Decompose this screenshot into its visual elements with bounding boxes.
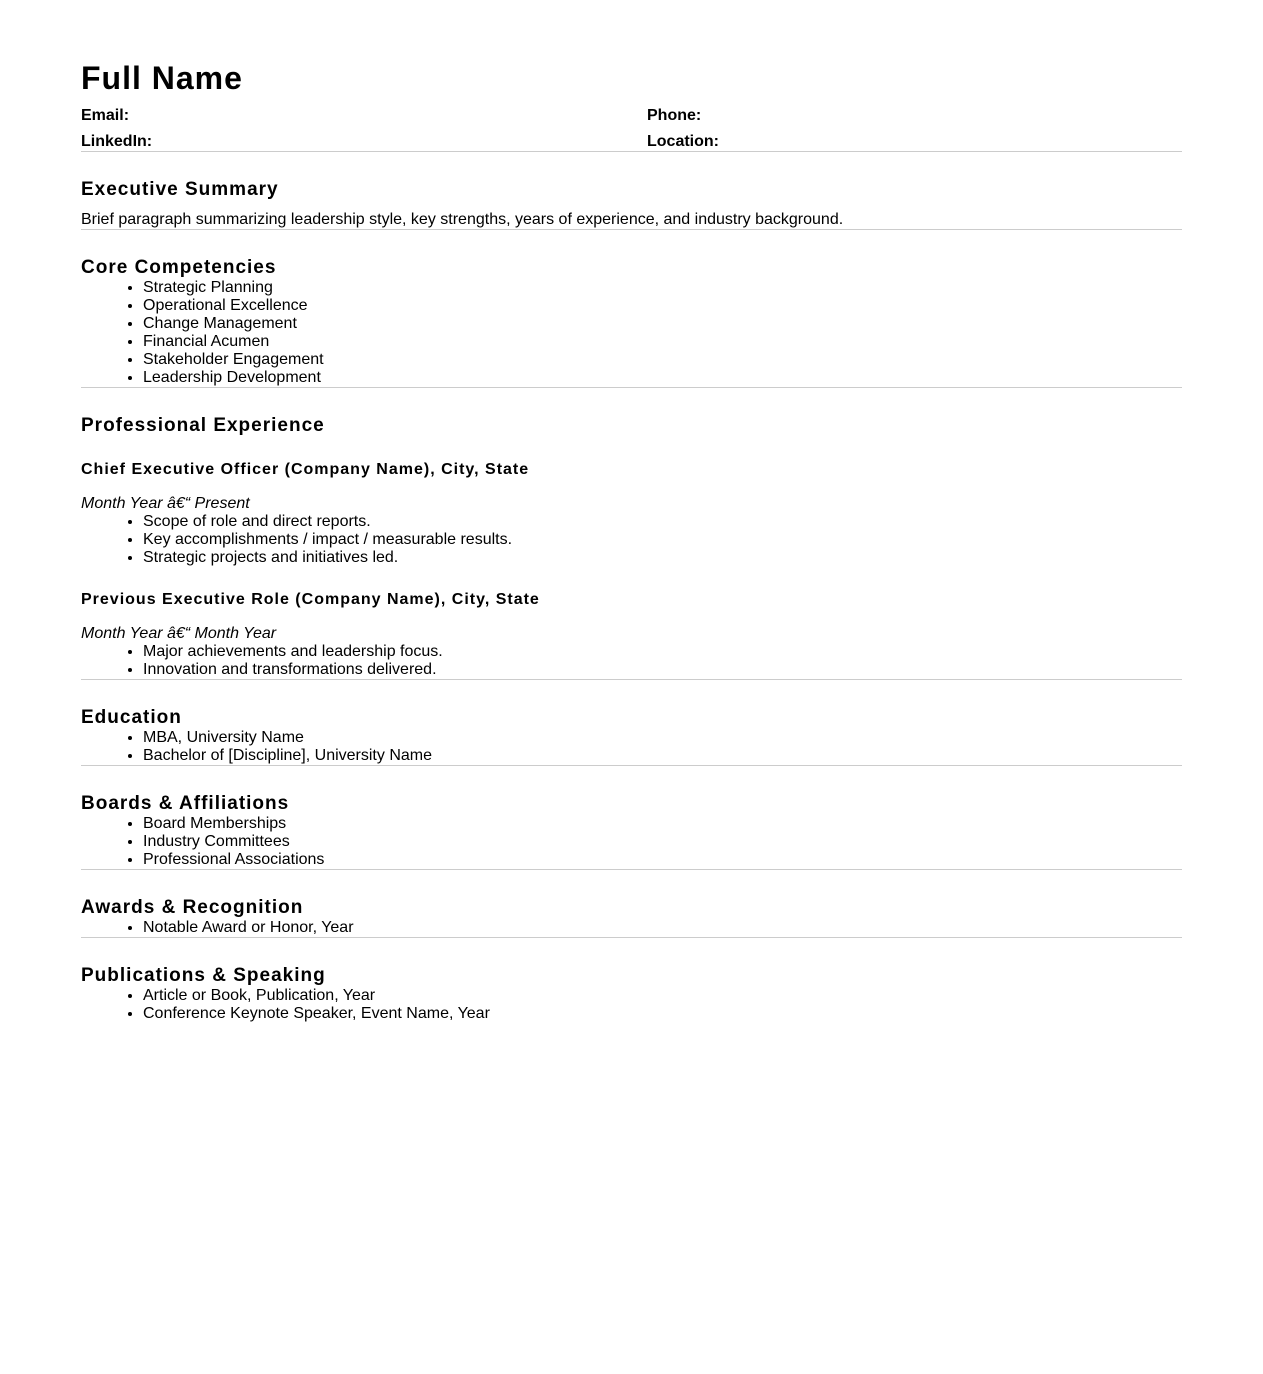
core-competencies-heading: Core Competencies	[81, 257, 277, 278]
section-divider	[81, 151, 1182, 152]
list-item: • Financial Acumen	[143, 333, 1182, 351]
list-item: • Major achievements and leadership focus.	[143, 643, 1182, 661]
linkedin-label: LinkedIn:	[81, 133, 153, 150]
list-item: • Strategic projects and initiatives led.	[143, 549, 1182, 567]
section-divider	[81, 765, 1182, 766]
executive-summary-text: Brief paragraph summarizing leadership style, key strengths, years of experience, and industry background.	[81, 211, 844, 228]
job-bullets-list	[81, 643, 1182, 679]
section-divider	[81, 679, 1182, 680]
list-item: • Operational Excellence	[143, 297, 1182, 315]
email-field	[81, 107, 647, 125]
section-divider	[81, 387, 1182, 388]
section-divider	[81, 229, 1182, 230]
list-item: • Professional Associations	[143, 851, 1182, 869]
job-dates: Month Year â€“ Present	[81, 495, 250, 512]
list-item: • Change Management	[143, 315, 1182, 333]
phone-field	[647, 107, 1182, 125]
education-heading: Education	[81, 707, 182, 728]
job-title: Chief Executive Officer (Company Name), City, State	[81, 461, 530, 478]
email-label: Email:	[81, 107, 130, 124]
section-divider	[81, 937, 1182, 938]
executive-summary-heading: Executive Summary	[81, 179, 279, 200]
list-item: • Strategic Planning	[143, 279, 1182, 297]
phone-label: Phone:	[647, 107, 702, 124]
list-item: • Conference Keynote Speaker, Event Name, Year	[143, 1005, 1182, 1023]
awards-recognition-heading: Awards & Recognition	[81, 897, 304, 918]
publications-speaking-list	[81, 987, 1182, 1023]
linkedin-field	[81, 133, 647, 151]
list-item: • Key accomplishments / impact / measurable results.	[143, 531, 1182, 549]
list-item: • Board Memberships	[143, 815, 1182, 833]
full-name-heading: Full Name	[81, 60, 243, 96]
list-item: • Bachelor of [Discipline], University Name	[143, 747, 1182, 765]
list-item: • Industry Committees	[143, 833, 1182, 851]
awards-recognition-list	[81, 919, 1182, 937]
boards-affiliations-list	[81, 815, 1182, 869]
list-item: • Article or Book, Publication, Year	[143, 987, 1182, 1005]
job-bullets-list	[81, 513, 1182, 567]
job-title: Previous Executive Role (Company Name), City, State	[81, 591, 540, 608]
job-dates: Month Year â€“ Month Year	[81, 625, 277, 642]
list-item: • Stakeholder Engagement	[143, 351, 1182, 369]
professional-experience-heading: Professional Experience	[81, 415, 325, 436]
list-item: • Leadership Development	[143, 369, 1182, 387]
contact-info	[81, 107, 1182, 151]
boards-affiliations-heading: Boards & Affiliations	[81, 793, 290, 814]
publications-speaking-heading: Publications & Speaking	[81, 965, 326, 986]
location-field	[647, 133, 1182, 151]
education-list	[81, 729, 1182, 765]
section-divider	[81, 869, 1182, 870]
location-label: Location:	[647, 133, 719, 150]
list-item: • Innovation and transformations delivered.	[143, 661, 1182, 679]
list-item: • Notable Award or Honor, Year	[143, 919, 1182, 937]
list-item: • Scope of role and direct reports.	[143, 513, 1182, 531]
list-item: • MBA, University Name	[143, 729, 1182, 747]
resume-document	[81, 0, 1182, 1300]
core-competencies-list	[81, 279, 1182, 387]
